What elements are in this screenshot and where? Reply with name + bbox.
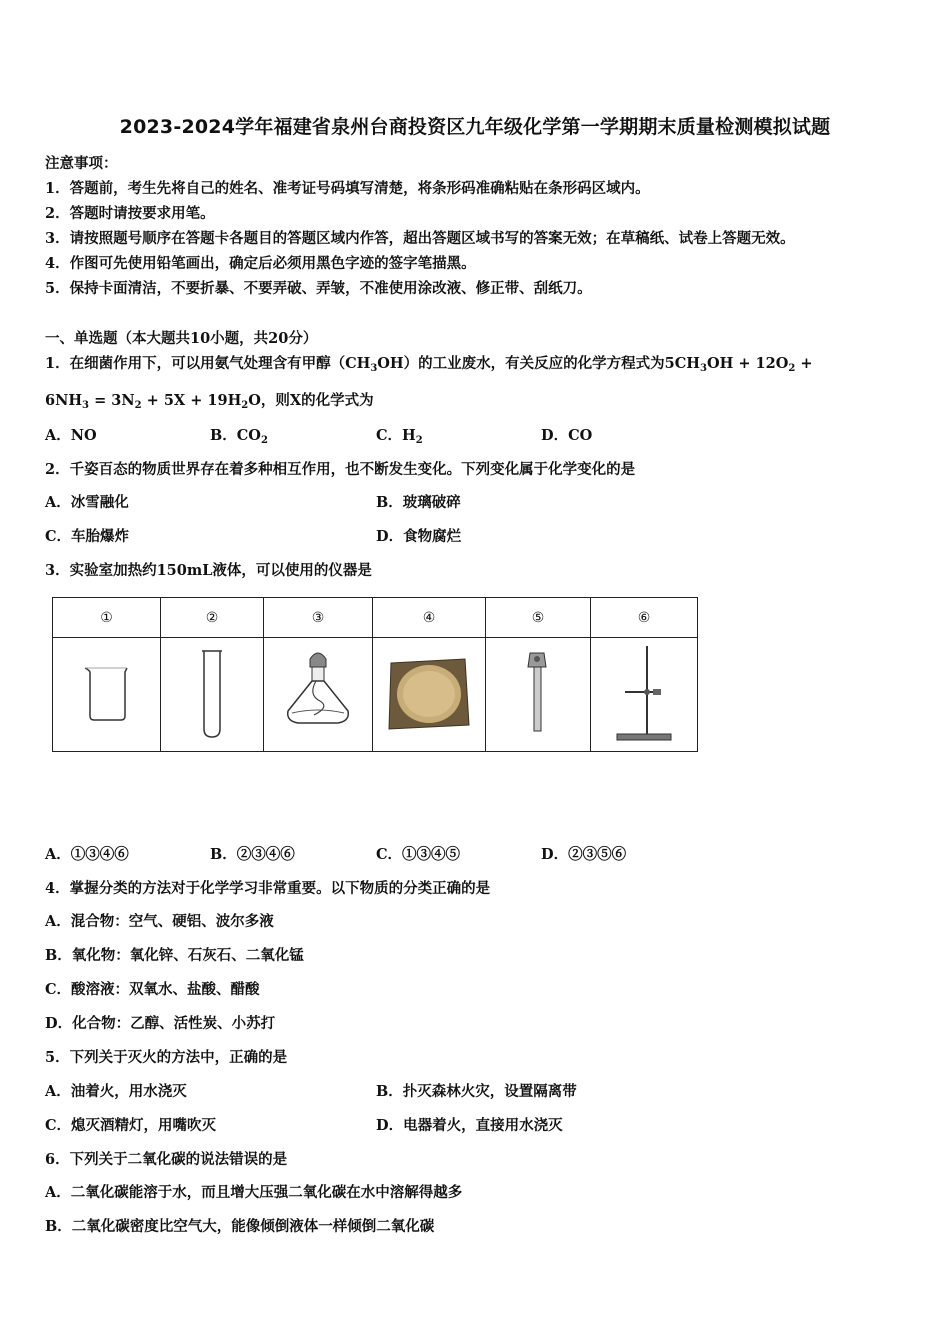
question-6-stem: 6．下列关于二氧化碳的说法错误的是 <box>45 1151 288 1168</box>
q2-option-a: A．冰雪融化 <box>45 494 129 511</box>
question-4-stem: 4．掌握分类的方法对于化学学习非常重要。以下物质的分类正确的是 <box>45 880 491 897</box>
q1-option-a: A．NO <box>45 427 97 444</box>
q3-option-b: B．②③④⑥ <box>210 846 295 863</box>
notice-item: 1．答题前，考生先将自己的姓名、准考证号码填写清楚，将条形码准确粘贴在条形码区域内。 <box>45 180 650 197</box>
q4-option-d: D．化合物：乙醇、活性炭、小苏打 <box>45 1015 276 1032</box>
apparatus-label: ① <box>53 598 161 638</box>
q4-option-b: B．氧化物：氧化锌、石灰石、二氧化锰 <box>45 947 304 964</box>
alcohol-lamp-icon <box>264 638 373 752</box>
q1-option-b: B．$CO_2$ <box>210 427 268 446</box>
apparatus-label: ④ <box>373 598 486 638</box>
q5-option-c: C．熄灭酒精灯，用嘴吹灭 <box>45 1117 217 1134</box>
apparatus-label: ⑤ <box>486 598 591 638</box>
q5-option-b: B．扑灭森林火灾，设置隔离带 <box>376 1083 577 1100</box>
question-1-stem-cont: $6NH_3 = 3N_2 + 5X + 19H_2O$，则X的化学式为 <box>45 392 374 411</box>
question-3-stem: 3．实验室加热约150mL液体，可以使用的仪器是 <box>45 562 372 579</box>
q5-option-a: A．油着火，用水浇灭 <box>45 1083 187 1100</box>
q2-option-c: C．车胎爆炸 <box>45 528 130 545</box>
notice-item: 4．作图可先使用铅笔画出，确定后必须用黑色字迹的签字笔描黑。 <box>45 255 476 272</box>
q6-option-a: A．二氧化碳能溶于水，而且增大压强二氧化碳在水中溶解得越多 <box>45 1184 463 1201</box>
apparatus-label: ② <box>161 598 264 638</box>
q1-option-d: D．CO <box>541 427 593 444</box>
question-1-stem: 1．在细菌作用下，可以用氨气处理含有甲醇$(CH_3OH)$的工业废水，有关反应的化学方程式为$5CH_3OH + 12O_2$ + <box>45 355 813 374</box>
test-tube-icon <box>161 638 264 752</box>
page-title: 2023-2024学年福建省泉州台商投资区九年级化学第一学期期末质量检测模拟试题 <box>119 116 831 138</box>
q4-option-c: C．酸溶液：双氧水、盐酸、醋酸 <box>45 981 260 998</box>
notice-heading: 注意事项： <box>45 155 118 172</box>
notice-item: 3．请按照题号顺序在答题卡各题目的答题区域内作答，超出答题区域书写的答案无效；在草稿纸、试卷上答题无效。 <box>45 230 795 247</box>
q5-option-d: D．电器着火，直接用水浇灭 <box>376 1117 563 1134</box>
beaker-icon <box>53 638 161 752</box>
q1-option-c: C．$H_2$ <box>376 427 423 446</box>
q3-option-d: D．②③⑤⑥ <box>541 846 627 863</box>
iron-stand-icon <box>591 638 698 752</box>
q2-option-b: B．玻璃破碎 <box>376 494 461 511</box>
apparatus-label: ⑥ <box>591 598 698 638</box>
notice-item: 2．答题时请按要求用笔。 <box>45 205 215 222</box>
q4-option-a: A．混合物：空气、硬铝、波尔多液 <box>45 913 274 930</box>
apparatus-table <box>52 597 698 752</box>
apparatus-label: ③ <box>264 598 373 638</box>
question-2-stem: 2．千姿百态的物质世界存在着多种相互作用，也不断发生变化。下列变化属于化学变化的是 <box>45 461 636 478</box>
asbestos-gauze-icon <box>373 638 486 752</box>
notice-item: 5．保持卡面清洁，不要折暴、不要弄破、弄皱，不准使用涂改液、修正带、刮纸刀。 <box>45 280 592 297</box>
test-tube-clamp-icon <box>486 638 591 752</box>
section-heading: 一、单选题（本大题共10小题，共20分） <box>45 330 318 347</box>
q2-option-d: D．食物腐烂 <box>376 528 462 545</box>
q3-option-c: C．①③④⑤ <box>376 846 461 863</box>
q6-option-b: B．二氧化碳密度比空气大，能像倾倒液体一样倾倒二氧化碳 <box>45 1218 435 1235</box>
question-5-stem: 5．下列关于灭火的方法中，正确的是 <box>45 1049 288 1066</box>
q3-option-a: A．①③④⑥ <box>45 846 129 863</box>
